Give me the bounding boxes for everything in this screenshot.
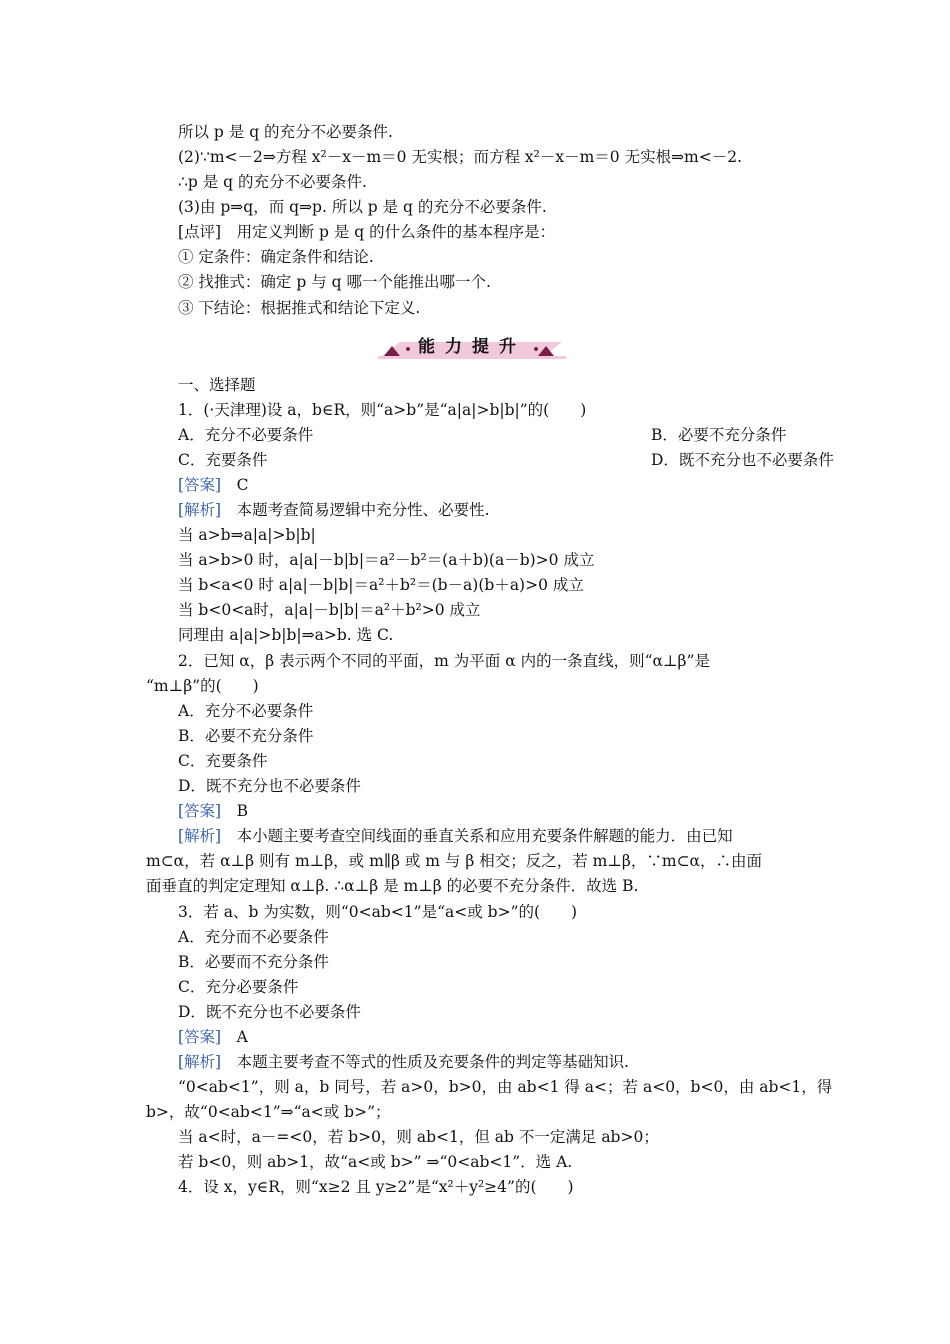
- option-a: A．充分不必要条件: [178, 702, 314, 720]
- text-line: ① 定条件：确定条件和结论.: [178, 248, 374, 266]
- question-stem: 2．已知 α，β 表示两个不同的平面，m 为平面 α 内的一条直线，则“α⊥β”是: [178, 652, 710, 670]
- question-stem: 1．(·天津理)设 a，b∈R，则“a>b”是“a|a|>b|b|”的( ): [178, 401, 587, 419]
- option-c: C．充分必要条件: [178, 978, 299, 996]
- analysis-line: b>，故“0<ab<1”⇒“a<或 b>”；: [146, 1103, 391, 1121]
- analysis-line: [178, 499, 808, 521]
- option-a: A．充分不必要条件: [178, 426, 314, 444]
- text-line: (3)由 p⇒q，而 q⇒p. 所以 p 是 q 的充分不必要条件.: [178, 198, 547, 216]
- section-heading: 一、选择题: [178, 376, 256, 394]
- analysis-line: m⊂α，若 α⊥β 则有 m⊥β，或 m∥β 或 m 与 β 相交；反之，若 m⊥β，∵m⊂α，∴由面: [146, 852, 763, 870]
- option-row: [178, 449, 834, 471]
- option-b: B．必要而不充分条件: [178, 953, 329, 971]
- text-line: ② 找推式：确定 p 与 q 哪一个能推出哪一个.: [178, 273, 491, 291]
- analysis-line: 当 a>b⇒a|a|>b|b|: [178, 526, 316, 544]
- option-d: D．既不充分也不必要条件: [651, 451, 834, 469]
- analysis-line: 当 a<时，a－=<0，若 b>0，则 ab<1，但 ab 不一定满足 ab>0；: [178, 1128, 659, 1146]
- answer-tag: [答案]: [178, 476, 222, 494]
- question-stem: 4．设 x，y∈R，则“x≥2 且 y≥2”是“x²＋y²≥4”的( ): [178, 1178, 574, 1196]
- analysis-tag: [解析]: [178, 1053, 222, 1071]
- analysis-line: 当 b<0<a时，a|a|－b|b|＝a²＋b²>0 成立: [178, 601, 481, 619]
- option-d: D．既不充分也不必要条件: [178, 777, 361, 795]
- section-banner: [378, 336, 566, 362]
- question-stem: 3．若 a、b 为实数，则“0<ab<1”是“a<或 b>”的( ): [178, 903, 578, 921]
- option-row: [178, 424, 808, 446]
- answer-line: [178, 474, 808, 496]
- text-line: [点评] 用定义判断 p 是 q 的什么条件的基本程序是：: [178, 223, 556, 241]
- answer-tag: [答案]: [178, 802, 222, 820]
- analysis-text: 本题主要考查不等式的性质及充要条件的判定等基础知识.: [236, 1053, 630, 1071]
- option-c: C．充要条件: [178, 752, 268, 770]
- option-c: C．充要条件: [178, 451, 268, 469]
- analysis-tag: [解析]: [178, 827, 222, 845]
- analysis-line: “0<ab<1”，则 a，b 同号，若 a>0，b>0，由 ab<1 得 a<；若 a<0，b<0，由 ab<1，得: [178, 1078, 833, 1096]
- answer-line: [178, 800, 808, 822]
- answer-value: B: [236, 802, 249, 820]
- option-b: B．必要不充分条件: [178, 727, 314, 745]
- analysis-line: 当 b<a<0 时 a|a|－b|b|＝a²＋b²＝(b－a)(b＋a)>0 成立: [178, 576, 584, 594]
- answer-value: A: [236, 1028, 248, 1046]
- answer-tag: [答案]: [178, 1028, 222, 1046]
- analysis-line: 同理由 a|a|>b|b|⇒a>b. 选 C.: [178, 626, 394, 644]
- question-stem-cont: “m⊥β”的( ): [146, 677, 259, 695]
- analysis-line: [178, 1051, 808, 1073]
- text-line: ③ 下结论：根据推式和结论下定义.: [178, 299, 421, 317]
- analysis-text: 本题考查简易逻辑中充分性、必要性.: [236, 501, 490, 519]
- analysis-line: 当 a>b>0 时，a|a|－b|b|＝a²－b²＝(a＋b)(a－b)>0 成立: [178, 551, 595, 569]
- analysis-line: [178, 825, 808, 847]
- banner-title: 能力提升: [418, 337, 526, 357]
- text-line: (2)∵m<－2⇒方程 x²－x－m＝0 无实根；而方程 x²－x－m＝0 无实根⇒m<－2.: [178, 148, 743, 166]
- option-b: B．必要不充分条件: [651, 426, 787, 444]
- text-line: ∴p 是 q 的充分不必要条件.: [178, 173, 367, 191]
- text-line: 所以 p 是 q 的充分不必要条件.: [178, 123, 393, 141]
- analysis-text: 本小题主要考查空间线面的垂直关系和应用充要条件解题的能力．由已知: [236, 827, 733, 845]
- analysis-line: 面垂直的判定定理知 α⊥β. ∴α⊥β 是 m⊥β 的必要不充分条件．故选 B.: [146, 877, 639, 895]
- answer-line: [178, 1026, 808, 1048]
- option-a: A．充分而不必要条件: [178, 928, 329, 946]
- option-d: D．既不充分也不必要条件: [178, 1003, 361, 1021]
- analysis-line: 若 b<0，则 ab>1，故“a<或 b>” ⇒“0<ab<1”．选 A.: [178, 1153, 573, 1171]
- analysis-tag: [解析]: [178, 501, 222, 519]
- answer-value: C: [236, 476, 249, 494]
